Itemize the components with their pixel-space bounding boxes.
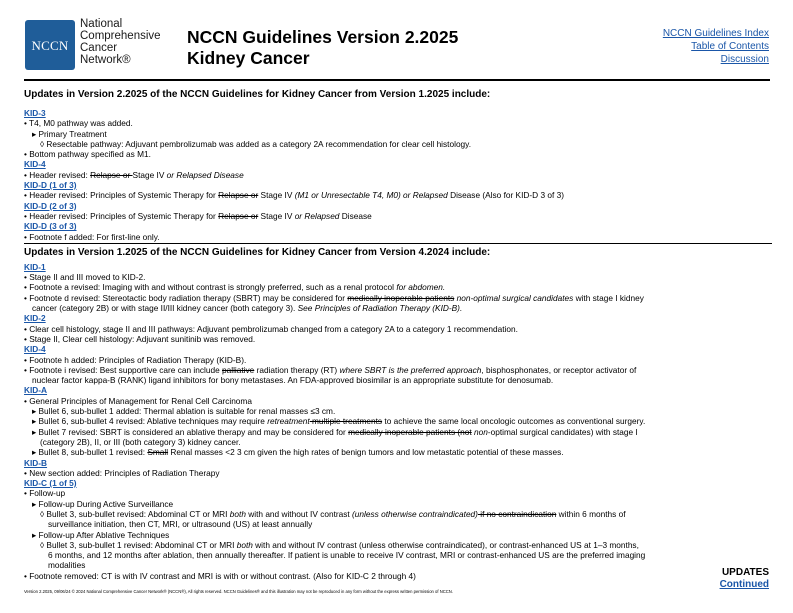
sub-sub-bullet: ◊ Bullet 3, sub-bullet revised: Abdominal CT or MRI both with and without IV contrast (unless otherwise contraindicated) if no contraindication within 6 months of: [40, 508, 626, 519]
updates-label: UPDATES: [721, 567, 769, 578]
sub-bullet: ▸ Bullet 8, sub-bullet 1 revised: Small Renal masses <2 3 cm given the high rates of benign tumors and low metastatic potential of these masses.: [32, 447, 564, 458]
page-footer-nav: [720, 567, 769, 591]
kid-a-link[interactable]: KID-A: [24, 385, 48, 396]
sub-bullet: ▸ Bullet 6, sub-bullet 4 revised: Ablative techniques may require retreatment multiple treatments to achieve the same local oncologic outcomes as conventional surgery.: [32, 416, 646, 427]
bullet: • New section added: Principles of Radiation Therapy: [24, 467, 220, 478]
sub-bullet: ▸ Primary Treatment: [32, 128, 107, 139]
kid-d-1-link[interactable]: KID-D (1 of 3): [24, 180, 77, 191]
sub-bullet: ▸ Follow-up During Active Surveillance: [32, 498, 174, 509]
bullet: • Footnote removed: CT is with IV contrast and MRI is with or without contrast. (Also for KID-C 2 through 4): [24, 570, 416, 581]
table-of-contents-link[interactable]: Table of Contents: [691, 41, 769, 52]
sub-sub-bullet: ◊ Resectable pathway: Adjuvant pembrolizumab was added as a category 2A recommendation for clear cell histology.: [40, 138, 472, 149]
title-version: NCCN Guidelines Version 2.2025: [187, 27, 459, 47]
kid-3-link[interactable]: KID-3: [24, 108, 46, 118]
header-divider: [24, 79, 770, 81]
discussion-link[interactable]: Discussion: [720, 54, 769, 65]
bullet: • General Principles of Management for Renal Cell Carcinoma: [24, 395, 252, 406]
sub-bullet: ▸ Follow-up After Ablative Techniques: [32, 529, 170, 540]
org-line: Network®: [80, 54, 131, 66]
kid-d-3-link[interactable]: KID-D (3 of 3): [24, 221, 77, 232]
bullet: • Header revised: Principles of Systemic Therapy for Relapse or Stage IV (M1 or Unresectable T4, M0) or Relapsed Disease (Also for KID-D 3 of 3): [24, 190, 564, 201]
section-title: Updates in Version 2.2025 of the NCCN Guidelines for Kidney Cancer from Version 1.2025 include:: [24, 89, 491, 100]
sub-sub-bullet-continuation: modalities: [48, 560, 86, 571]
bullet: • Clear cell histology, stage II and III pathways: Adjuvant pembrolizumab changed from a category 2A to a category 1 recommendation.: [24, 323, 518, 334]
sub-bullet: ▸ Bullet 6, sub-bullet 1 added: Thermal ablation is suitable for renal masses ≤3 cm.: [32, 406, 336, 417]
nccn-logo: [25, 20, 75, 70]
org-line: Comprehensive: [80, 30, 161, 42]
bullet: • Bottom pathway specified as M1.: [24, 149, 151, 160]
bullet: • Stage II and III moved to KID-2.: [24, 272, 146, 283]
updates-content: [24, 88, 772, 581]
continued-link[interactable]: Continued: [719, 579, 769, 590]
section-divider: [24, 243, 772, 244]
sub-bullet-continuation: (category 2B), II, or III (both category 3) kidney cancer.: [40, 436, 241, 447]
logo-text: NCCN: [31, 38, 69, 53]
bullet: • Stage II, Clear cell histology: Adjuvant sunitinib was removed.: [24, 333, 256, 344]
page-header: [0, 0, 793, 84]
sub-bullet: ▸ Bullet 7 revised: SBRT is considered an ablative therapy and may be considered for medically inoperable patients (not non-optimal surgical candidates) with stage I: [32, 426, 638, 437]
kid-b-link[interactable]: KID-B: [24, 457, 48, 468]
bullet-continuation: cancer (category 2B) or with stage II/III kidney cancer (both category 3). See Principles of Radiation Therapy (KID-B).: [32, 303, 463, 314]
copyright-note: Version 2.2025, 09/06/24 © 2024 National Comprehensive Cancer Network® (NCCN®), All rights reserved. NCCN Guidelines® and this illustration may not be reproduced in any form without the express written permission of NCCN.: [24, 589, 453, 594]
kid-4-link[interactable]: KID-4: [24, 159, 46, 170]
sub-sub-bullet: ◊ Bullet 3, sub-bullet 1 revised: Abdominal CT or MRI both with and without IV contrast (unless otherwise contraindicated), or contrast-enhanced US at 1–3 months,: [40, 539, 639, 550]
kid-c-link[interactable]: KID-C (1 of 5): [24, 478, 77, 489]
org-line: National: [80, 18, 123, 30]
bullet: • Footnote f added: For first-line only.: [24, 231, 160, 242]
bullet: • Header revised: Principles of Systemic Therapy for Relapse or Stage IV or Relapsed Disease: [24, 210, 372, 221]
kid-1-link[interactable]: KID-1: [24, 261, 46, 272]
bullet: • Follow-up: [24, 488, 66, 499]
title-topic: Kidney Cancer: [187, 48, 310, 68]
kid-2-link[interactable]: KID-2: [24, 313, 46, 324]
kid-4-link[interactable]: KID-4: [24, 344, 46, 355]
sub-sub-bullet-continuation: surveillance initiation, then CT, MRI, or ultrasound (US) at least annually: [48, 519, 313, 530]
nav-links: [663, 27, 769, 66]
section-title: Updates in Version 1.2025 of the NCCN Guidelines for Kidney Cancer from Version 4.2024 include:: [24, 246, 491, 258]
bullet: • Footnote a revised: Imaging with and without contrast is strongly preferred, such as a renal protocol for abdomen.: [24, 282, 446, 293]
bullet: • Footnote h added: Principles of Radiation Therapy (KID-B).: [24, 354, 247, 365]
bullet: • Header revised: Relapse or Stage IV or Relapsed Disease: [24, 169, 244, 180]
guidelines-index-link[interactable]: NCCN Guidelines Index: [662, 28, 769, 39]
bullet: • T4, M0 pathway was added.: [24, 118, 133, 129]
bullet-continuation: nuclear factor kappa-B (RANK) ligand inhibitors for bony metastases. An FDA-approved biosimilar is an appropriate substitute for denosumab.: [32, 375, 554, 386]
org-line: Cancer: [80, 42, 118, 54]
kid-d-2-link[interactable]: KID-D (2 of 3): [24, 200, 77, 211]
bullet: • Footnote d revised: Stereotactic body radiation therapy (SBRT) may be considered for medically inoperable patients non-optimal surgical candidates with stage I kidney: [24, 292, 644, 303]
bullet: • Footnote i revised: Best supportive care can include palliative radiation therapy (RT) where SBRT is the preferred approach, bisphosphonates, or receptor activator of: [24, 364, 637, 375]
sub-sub-bullet-continuation: 6 months, and 12 months after ablation, then annually thereafter. If patient is unable to receive IV contrast, MRI or contrast-enhanced US are the preferred imaging: [48, 550, 646, 561]
organization-name: [80, 18, 161, 66]
page-title: [187, 27, 458, 69]
